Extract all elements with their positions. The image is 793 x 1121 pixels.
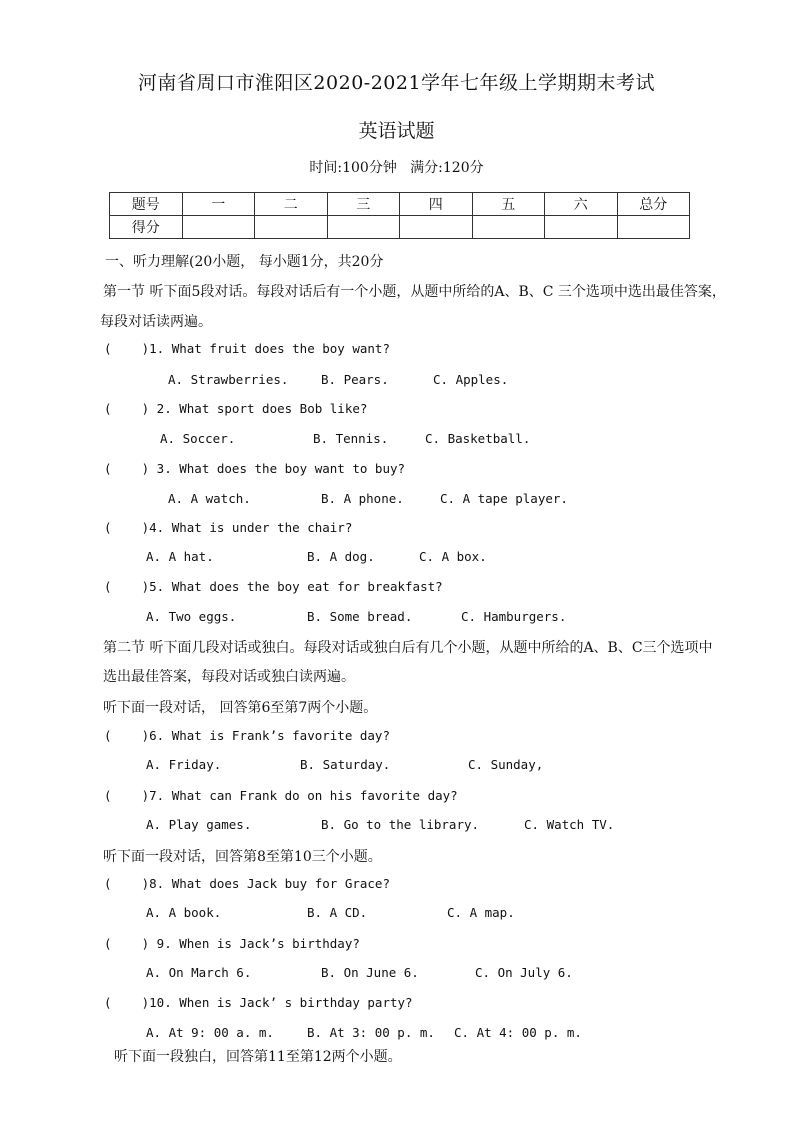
q3-option-a: A. A watch. — [168, 491, 251, 506]
score-input-cell[interactable] — [327, 216, 400, 239]
q10-option-b: B. At 3: 00 p. m. — [307, 1025, 435, 1040]
q10-option-c: C. At 4: 00 p. m. — [454, 1025, 582, 1040]
score-input-cell[interactable] — [255, 216, 328, 239]
question-8: ( )8. What does Jack buy for Grace? — [104, 876, 390, 891]
q4-option-a: A. A hat. — [146, 549, 214, 564]
score-table-cell: 三 — [327, 193, 400, 216]
q3-option-b: B. A phone. — [321, 491, 404, 506]
question-4: ( )4. What is under the chair? — [104, 520, 353, 535]
q2-option-c: C. Basketball. — [425, 431, 531, 446]
score-table-cell: 五 — [472, 193, 545, 216]
q5-option-b: B. Some bread. — [307, 609, 413, 624]
section1-instructions-cont: 每段对话读两遍。 — [100, 314, 212, 330]
q4-option-b: B. A dog. — [307, 549, 375, 564]
score-input-cell[interactable] — [545, 216, 618, 239]
score-table-header-row — [110, 193, 690, 216]
score-table-cell: 题号 — [110, 193, 183, 216]
question-5: ( )5. What does the boy eat for breakfast? — [104, 579, 443, 594]
q9-option-a: A. On March 6. — [146, 965, 252, 980]
question-9: ( ) 9. When is Jack’s birthday? — [104, 936, 360, 951]
q1-option-a: A. Strawberries. — [168, 372, 289, 387]
score-table-cell: 一 — [182, 193, 255, 216]
instruction-q8-10: 听下面一段对话，回答第8至第10三个小题。 — [103, 849, 382, 865]
q6-option-c: C. Sunday, — [468, 757, 544, 772]
q6-option-a: A. Friday. — [146, 757, 222, 772]
score-input-cell[interactable] — [182, 216, 255, 239]
question-10: ( )10. When is Jack’ s birthday party? — [104, 995, 413, 1010]
instruction-q6-7: 听下面一段对话， 回答第6至第7两个小题。 — [103, 700, 378, 716]
q4-option-c: C. A box. — [419, 549, 487, 564]
q1-option-b: B. Pears. — [321, 372, 389, 387]
q9-option-c: C. On July 6. — [475, 965, 573, 980]
q10-option-a: A. At 9: 00 a. m. — [146, 1025, 274, 1040]
score-input-cell[interactable] — [400, 216, 473, 239]
section2-instructions: 第二节 听下面几段对话或独白。每段对话或独白后有几个小题，从题中所给的A、B、C三个选项中 — [103, 640, 713, 656]
q8-option-b: B. A CD. — [307, 905, 368, 920]
q2-option-b: B. Tennis. — [313, 431, 389, 446]
exam-title: 河南省周口市淮阳区2020-2021学年七年级上学期期末考试 — [137, 72, 656, 94]
q6-option-b: B. Saturday. — [300, 757, 391, 772]
q3-option-c: C. A tape player. — [440, 491, 568, 506]
question-1: ( )1. What fruit does the boy want? — [104, 341, 390, 356]
part1-heading: 一、听力理解(20小题， 每小题1分，共20分 — [105, 254, 384, 270]
score-table-cell: 四 — [400, 193, 473, 216]
q7-option-b: B. Go to the library. — [321, 817, 480, 832]
score-table-score-row — [110, 216, 690, 239]
section2-instructions-cont: 选出最佳答案，每段对话或独白读两遍。 — [103, 669, 355, 685]
q5-option-c: C. Hamburgers. — [461, 609, 567, 624]
score-table-cell: 六 — [545, 193, 618, 216]
q8-option-c: C. A map. — [447, 905, 515, 920]
question-6: ( )6. What is Frank’s favorite day? — [104, 728, 390, 743]
score-table — [109, 192, 690, 239]
section1-instructions: 第一节 听下面5段对话。每段对话后有一个小题，从题中所给的A、B、C 三个选项中选出最佳答案， — [103, 284, 726, 300]
q8-option-a: A. A book. — [146, 905, 222, 920]
q7-option-a: A. Play games. — [146, 817, 252, 832]
q7-option-c: C. Watch TV. — [524, 817, 615, 832]
q1-option-c: C. Apples. — [433, 372, 509, 387]
question-3: ( ) 3. What does the boy want to buy? — [104, 461, 406, 476]
score-input-cell[interactable] — [472, 216, 545, 239]
q9-option-b: B. On June 6. — [321, 965, 419, 980]
score-input-cell[interactable] — [617, 216, 690, 239]
exam-subtitle: 英语试题 — [358, 120, 435, 142]
q2-option-a: A. Soccer. — [160, 431, 236, 446]
question-2: ( ) 2. What sport does Bob like? — [104, 401, 368, 416]
score-table-cell: 总分 — [617, 193, 690, 216]
score-table-cell: 得分 — [110, 216, 183, 239]
q5-option-a: A. Two eggs. — [146, 609, 237, 624]
question-7: ( )7. What can Frank do on his favorite day? — [104, 788, 458, 803]
score-table-cell: 二 — [255, 193, 328, 216]
exam-time-score: 时间:100分钟 满分:120分 — [309, 160, 484, 176]
instruction-q11-12: 听下面一段独白，回答第11至第12两个小题。 — [114, 1049, 402, 1065]
